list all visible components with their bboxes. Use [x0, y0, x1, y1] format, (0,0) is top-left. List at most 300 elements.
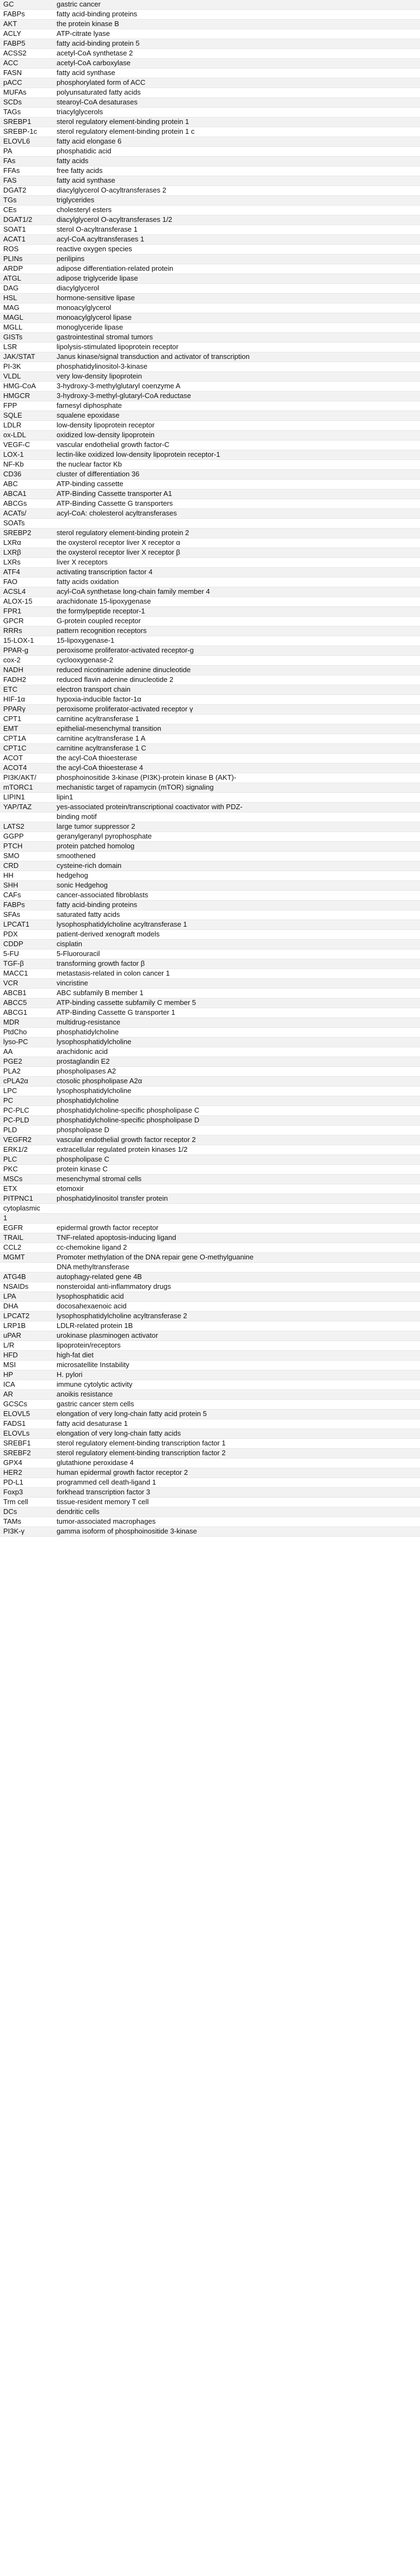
- definition-cell: lysophosphatidylcholine: [53, 1087, 420, 1096]
- abbreviation-cell: PI3K/AKT/: [0, 773, 53, 783]
- definition-cell: adipose differentiation-related protein: [53, 264, 420, 274]
- definition-cell: liver X receptors: [53, 558, 420, 568]
- abbreviation-cell: 1: [0, 1214, 53, 1224]
- definition-cell: fatty acid synthase: [53, 176, 420, 186]
- abbreviation-cell: PC-PLC: [0, 1106, 53, 1116]
- definition-cell: sonic Hedgehog: [53, 881, 420, 891]
- abbreviation-cell: MDR: [0, 1018, 53, 1028]
- abbreviation-cell: FASN: [0, 69, 53, 78]
- abbreviation-cell: ACOT4: [0, 764, 53, 773]
- table-row: [0, 1224, 420, 1233]
- abbreviation-cell: TGF-β: [0, 959, 53, 969]
- table-row: [0, 998, 420, 1008]
- abbreviation-cell: LRP1B: [0, 1321, 53, 1331]
- definition-cell: fatty acid-binding proteins: [53, 10, 420, 20]
- abbreviation-cell: LPC: [0, 1087, 53, 1096]
- table-row: [0, 450, 420, 460]
- definition-cell: carnitine acyltransferase 1: [53, 715, 420, 724]
- table-row: [0, 69, 420, 78]
- table-row: [0, 1175, 420, 1184]
- table-row: [0, 1507, 420, 1517]
- abbreviation-cell: VLDL: [0, 372, 53, 382]
- abbreviation-cell: MSCs: [0, 1175, 53, 1184]
- definition-cell: perilipins: [53, 255, 420, 264]
- abbreviation-cell: MGMT: [0, 1253, 53, 1263]
- abbreviation-cell: cytoplasmic: [0, 1204, 53, 1214]
- abbreviation-cell: LDLR: [0, 421, 53, 431]
- abbreviation-cell: LPCAT1: [0, 920, 53, 930]
- table-row: [0, 607, 420, 617]
- abbreviation-cell: TAMs: [0, 1517, 53, 1527]
- abbreviation-cell: HER2: [0, 1468, 53, 1478]
- table-row: [0, 1116, 420, 1126]
- definition-cell: phosphatidylinositol-3-kinase: [53, 362, 420, 372]
- definition-cell: lysophosphatidylcholine: [53, 1038, 420, 1047]
- abbreviation-cell: LIPIN1: [0, 793, 53, 803]
- abbreviation-cell: ABCB1: [0, 989, 53, 998]
- table-row: [0, 49, 420, 59]
- definition-cell: [53, 1214, 420, 1224]
- table-row: [0, 1155, 420, 1165]
- table-row: [0, 773, 420, 783]
- definition-cell: reduced flavin adenine dinucleotide 2: [53, 675, 420, 685]
- definition-cell: electron transport chain: [53, 685, 420, 695]
- table-row: [0, 186, 420, 196]
- abbreviation-cell: pACC: [0, 78, 53, 88]
- table-row: [0, 695, 420, 705]
- abbreviation-cell: PLD: [0, 1126, 53, 1135]
- abbreviation-cell: PLC: [0, 1155, 53, 1165]
- table-row: [0, 891, 420, 901]
- table-row: [0, 558, 420, 568]
- definition-cell: triglycerides: [53, 196, 420, 206]
- abbreviation-cell: MACC1: [0, 969, 53, 979]
- definition-cell: reduced nicotinamide adenine dinucleotide: [53, 666, 420, 675]
- table-row: [0, 734, 420, 744]
- table-row: [0, 1077, 420, 1087]
- definition-cell: oxidized low-density lipoprotein: [53, 431, 420, 440]
- table-row: [0, 343, 420, 352]
- table-row: [0, 1321, 420, 1331]
- table-row: [0, 568, 420, 578]
- abbreviation-cell: ALOX-15: [0, 597, 53, 607]
- abbreviation-cell: ACC: [0, 59, 53, 69]
- table-row: [0, 294, 420, 303]
- definition-cell: cisplatin: [53, 940, 420, 949]
- definition-cell: sterol regulatory element-binding transcription factor 2: [53, 1449, 420, 1458]
- table-row: [0, 20, 420, 29]
- definition-cell: adipose triglyceride lipase: [53, 274, 420, 284]
- definition-cell: phosphatidylcholine: [53, 1096, 420, 1106]
- abbreviation-cell: ARDP: [0, 264, 53, 274]
- definition-cell: acyl-CoA synthetase long-chain family member 4: [53, 587, 420, 597]
- definition-cell: etomoxir: [53, 1184, 420, 1194]
- table-row: [0, 509, 420, 519]
- abbreviation-cell: ATGL: [0, 274, 53, 284]
- abbreviation-cell: PKC: [0, 1165, 53, 1175]
- definition-cell: phosphatidylinositol transfer protein: [53, 1194, 420, 1204]
- definition-cell: metastasis-related in colon cancer 1: [53, 969, 420, 979]
- definition-cell: cysteine-rich domain: [53, 861, 420, 871]
- abbreviation-cell: CPT1: [0, 715, 53, 724]
- table-row: [0, 440, 420, 450]
- table-row: [0, 1429, 420, 1439]
- abbreviation-cell: PC: [0, 1096, 53, 1106]
- abbreviation-cell: SHH: [0, 881, 53, 891]
- abbreviation-cell: LXRα: [0, 538, 53, 548]
- table-row: [0, 1458, 420, 1468]
- abbreviation-cell: HIF-1α: [0, 695, 53, 705]
- definition-cell: activating transcription factor 4: [53, 568, 420, 578]
- definition-cell: TNF-related apoptosis-inducing ligand: [53, 1233, 420, 1243]
- abbreviation-cell: ABC: [0, 480, 53, 489]
- abbreviation-cell: PC-PLD: [0, 1116, 53, 1126]
- abbreviation-cell: PITPNC1: [0, 1194, 53, 1204]
- definition-cell: phospholipases A2: [53, 1067, 420, 1077]
- abbreviation-cell: cox-2: [0, 656, 53, 666]
- definition-cell: carnitine acyltransferase 1 A: [53, 734, 420, 744]
- table-row: [0, 969, 420, 979]
- abbreviation-cell: LPA: [0, 1292, 53, 1302]
- table-row: [0, 754, 420, 764]
- abbreviation-cell: CPT1A: [0, 734, 53, 744]
- table-row: [0, 901, 420, 910]
- abbreviation-cell: SREBP-1c: [0, 127, 53, 137]
- definition-cell: human epidermal growth factor receptor 2: [53, 1468, 420, 1478]
- abbreviation-cell: GPCR: [0, 617, 53, 626]
- table-row: [0, 803, 420, 812]
- definition-cell: acetyl-CoA synthetase 2: [53, 49, 420, 59]
- table-row: [0, 480, 420, 489]
- table-row: [0, 871, 420, 881]
- definition-cell: reactive oxygen species: [53, 245, 420, 255]
- table-row: [0, 245, 420, 255]
- table-row: [0, 215, 420, 225]
- abbreviation-cell: PLINs: [0, 255, 53, 264]
- abbreviation-cell: GPX4: [0, 1458, 53, 1468]
- definition-cell: 5-Fluorouracil: [53, 949, 420, 959]
- table-row: [0, 685, 420, 695]
- abbreviation-cell: SFAs: [0, 910, 53, 920]
- definition-cell: ATP-binding cassette subfamily C member 5: [53, 998, 420, 1008]
- definition-cell: gamma isoform of phosphoinositide 3-kinase: [53, 1527, 420, 1537]
- abbreviation-cell: PGE2: [0, 1057, 53, 1067]
- definition-cell: binding motif: [53, 812, 420, 822]
- definition-cell: acetyl-CoA carboxylase: [53, 59, 420, 69]
- definition-cell: monoglyceride lipase: [53, 323, 420, 333]
- definition-cell: sterol regulatory element-binding transcription factor 1: [53, 1439, 420, 1449]
- table-row: [0, 98, 420, 108]
- abbreviation-cell: SOATs: [0, 519, 53, 529]
- table-row: [0, 597, 420, 607]
- table-row: [0, 1038, 420, 1047]
- table-row: [0, 1204, 420, 1214]
- table-row: [0, 587, 420, 597]
- abbreviation-cell: ABCG1: [0, 1008, 53, 1018]
- abbreviation-cell: CRD: [0, 861, 53, 871]
- definition-cell: fatty acid-binding proteins: [53, 901, 420, 910]
- table-row: [0, 1028, 420, 1038]
- definition-cell: microsatellite Instability: [53, 1361, 420, 1370]
- table-row: [0, 382, 420, 392]
- table-row: [0, 812, 420, 822]
- table-row: [0, 764, 420, 773]
- abbreviation-cell: ICA: [0, 1380, 53, 1390]
- definition-cell: Promoter methylation of the DNA repair gene O-methylguanine: [53, 1253, 420, 1263]
- abbreviation-cell: SCDs: [0, 98, 53, 108]
- definition-cell: sterol O-acyltransferase 1: [53, 225, 420, 235]
- table-row: [0, 519, 420, 529]
- definition-cell: sterol regulatory element-binding protein 1 c: [53, 127, 420, 137]
- definition-cell: monoacylglycerol: [53, 303, 420, 313]
- abbreviation-cell: [0, 812, 53, 822]
- abbreviation-cell: CCL2: [0, 1243, 53, 1253]
- abbreviation-cell: ELOVL5: [0, 1410, 53, 1419]
- abbreviation-cell: mTORC1: [0, 783, 53, 793]
- table-row: [0, 88, 420, 98]
- abbreviation-cell: cPLA2α: [0, 1077, 53, 1087]
- definition-cell: fatty acid elongase 6: [53, 137, 420, 147]
- abbreviation-cell: ELOVLs: [0, 1429, 53, 1439]
- table-row: [0, 333, 420, 343]
- abbreviation-cell: PtdCho: [0, 1028, 53, 1038]
- definition-cell: the formylpeptide receptor-1: [53, 607, 420, 617]
- table-row: [0, 225, 420, 235]
- table-row: [0, 793, 420, 803]
- abbreviation-cell: GISTs: [0, 333, 53, 343]
- table-row: [0, 930, 420, 940]
- definition-cell: phosphorylated form of ACC: [53, 78, 420, 88]
- abbreviation-cell: NF-Kb: [0, 460, 53, 470]
- table-row: [0, 127, 420, 137]
- table-row: [0, 1361, 420, 1370]
- table-row: [0, 0, 420, 10]
- definition-cell: protein patched homolog: [53, 842, 420, 852]
- definition-cell: peroxisome proliferator-activated receptor-g: [53, 646, 420, 656]
- definition-cell: farnesyl diphosphate: [53, 401, 420, 411]
- table-row: [0, 832, 420, 842]
- table-row: [0, 1106, 420, 1116]
- abbreviation-cell: TRAIL: [0, 1233, 53, 1243]
- abbreviation-cell: SREBP2: [0, 529, 53, 538]
- table-row: [0, 460, 420, 470]
- table-row: [0, 157, 420, 166]
- table-row: [0, 1087, 420, 1096]
- definition-cell: Janus kinase/signal transduction and activator of transcription: [53, 352, 420, 362]
- table-row: [0, 1126, 420, 1135]
- definition-cell: peroxisome proliferator-activated receptor γ: [53, 705, 420, 715]
- abbreviation-cell: CDDP: [0, 940, 53, 949]
- table-row: [0, 1380, 420, 1390]
- definition-cell: prostaglandin E2: [53, 1057, 420, 1067]
- abbreviation-cell: GCSCs: [0, 1400, 53, 1410]
- definition-cell: monoacylglycerol lipase: [53, 313, 420, 323]
- table-row: [0, 303, 420, 313]
- definition-cell: phospholipase C: [53, 1155, 420, 1165]
- abbreviation-cell: ETX: [0, 1184, 53, 1194]
- table-row: [0, 1292, 420, 1302]
- table-row: [0, 108, 420, 117]
- definition-cell: hypoxia-inducible factor-1α: [53, 695, 420, 705]
- table-row: [0, 617, 420, 626]
- table-row: [0, 166, 420, 176]
- definition-cell: nonsteroidal anti-inflammatory drugs: [53, 1282, 420, 1292]
- abbreviation-cell: MAG: [0, 303, 53, 313]
- abbreviation-cell: LATS2: [0, 822, 53, 832]
- table-row: [0, 548, 420, 558]
- definition-cell: lysophosphatidic acid: [53, 1292, 420, 1302]
- table-row: [0, 1439, 420, 1449]
- table-row: [0, 959, 420, 969]
- definition-cell: mesenchymal stromal cells: [53, 1175, 420, 1184]
- abbreviation-cell: AKT: [0, 20, 53, 29]
- abbreviation-cell: ABCC5: [0, 998, 53, 1008]
- table-row: [0, 910, 420, 920]
- table-row: [0, 1390, 420, 1400]
- table-row: [0, 1273, 420, 1282]
- table-row: [0, 1488, 420, 1498]
- table-row: [0, 1145, 420, 1155]
- definition-cell: the acyl-CoA thioesterase: [53, 754, 420, 764]
- table-row: [0, 578, 420, 587]
- abbreviation-cell: ACATs/: [0, 509, 53, 519]
- table-row: [0, 1096, 420, 1106]
- abbreviation-cell: ABCGs: [0, 499, 53, 509]
- table-row: [0, 1351, 420, 1361]
- table-row: [0, 881, 420, 891]
- abbreviation-cell: DHA: [0, 1302, 53, 1312]
- abbreviation-cell: Foxp3: [0, 1488, 53, 1498]
- definition-cell: stearoyl-CoA desaturases: [53, 98, 420, 108]
- definition-cell: elongation of very long-chain fatty acid protein 5: [53, 1410, 420, 1419]
- table-row: [0, 852, 420, 861]
- abbreviation-cell: FAs: [0, 157, 53, 166]
- table-row: [0, 675, 420, 685]
- table-row: [0, 392, 420, 401]
- definition-cell: cluster of differentiation 36: [53, 470, 420, 480]
- table-row: [0, 323, 420, 333]
- table-row: [0, 1067, 420, 1077]
- abbreviation-cell: FABP5: [0, 39, 53, 49]
- abbreviation-cell: LOX-1: [0, 450, 53, 460]
- table-row: [0, 1498, 420, 1507]
- definition-cell: the protein kinase B: [53, 20, 420, 29]
- abbreviation-cell: MSI: [0, 1361, 53, 1370]
- definition-cell: the oxysterol receptor liver X receptor α: [53, 538, 420, 548]
- table-row: [0, 1478, 420, 1488]
- definition-cell: tumor-associated macrophages: [53, 1517, 420, 1527]
- definition-cell: 3-hydroxy-3-methylglutaryl coenzyme A: [53, 382, 420, 392]
- definition-cell: diacylglycerol O-acyltransferases 1/2: [53, 215, 420, 225]
- abbreviation-cell: MAGL: [0, 313, 53, 323]
- definition-cell: phosphoinositide 3-kinase (PI3K)-protein kinase B (AKT)-: [53, 773, 420, 783]
- table-row: [0, 39, 420, 49]
- definition-cell: diacylglycerol O-acyltransferases 2: [53, 186, 420, 196]
- table-row: [0, 1517, 420, 1527]
- definition-cell: carnitine acyltransferase 1 C: [53, 744, 420, 754]
- definition-cell: large tumor suppressor 2: [53, 822, 420, 832]
- abbreviation-cell: ETC: [0, 685, 53, 695]
- definition-cell: cholesteryl esters: [53, 206, 420, 215]
- table-row: [0, 274, 420, 284]
- definition-cell: lipolysis-stimulated lipoprotein receptor: [53, 343, 420, 352]
- table-row: [0, 715, 420, 724]
- definition-cell: ABC subfamily B member 1: [53, 989, 420, 998]
- definition-cell: [53, 519, 420, 529]
- definition-cell: acyl-CoA: cholesterol acyltransferases: [53, 509, 420, 519]
- table-row: [0, 431, 420, 440]
- table-row: [0, 284, 420, 294]
- definition-cell: hormone-sensitive lipase: [53, 294, 420, 303]
- table-row: [0, 499, 420, 509]
- abbreviation-cell: LSR: [0, 343, 53, 352]
- definition-cell: [53, 1204, 420, 1214]
- definition-cell: ATP-Binding Cassette G transporters: [53, 499, 420, 509]
- abbreviation-cell: HH: [0, 871, 53, 881]
- abbreviation-cell: ACSL4: [0, 587, 53, 597]
- definition-cell: protein kinase C: [53, 1165, 420, 1175]
- abbreviation-cell: uPAR: [0, 1331, 53, 1341]
- table-row: [0, 1135, 420, 1145]
- definition-cell: urokinase plasminogen activator: [53, 1331, 420, 1341]
- abbreviation-cell: FABPs: [0, 901, 53, 910]
- abbreviation-cell: 15-LOX-1: [0, 636, 53, 646]
- abbreviation-cell: DCs: [0, 1507, 53, 1517]
- table-row: [0, 264, 420, 274]
- table-row: [0, 783, 420, 793]
- table-row: [0, 10, 420, 20]
- table-row: [0, 1312, 420, 1321]
- definition-cell: glutathione peroxidase 4: [53, 1458, 420, 1468]
- definition-cell: gastric cancer: [53, 0, 420, 10]
- table-row: [0, 235, 420, 245]
- abbreviation-cell: NSAIDs: [0, 1282, 53, 1292]
- table-row: [0, 626, 420, 636]
- definition-cell: acyl-CoA acyltransferases 1: [53, 235, 420, 245]
- abbreviation-cell: FFAs: [0, 166, 53, 176]
- table-row: [0, 822, 420, 832]
- definition-cell: vascular endothelial growth factor receptor 2: [53, 1135, 420, 1145]
- definition-cell: fatty acids oxidation: [53, 578, 420, 587]
- table-row: [0, 1253, 420, 1263]
- table-row: [0, 1302, 420, 1312]
- definition-cell: the acyl-CoA thioesterase 4: [53, 764, 420, 773]
- definition-cell: phospholipase D: [53, 1126, 420, 1135]
- definition-cell: very low-density lipoprotein: [53, 372, 420, 382]
- definition-cell: tissue-resident memory T cell: [53, 1498, 420, 1507]
- table-row: [0, 470, 420, 480]
- definition-cell: lysophosphatidylcholine acyltransferase 1: [53, 920, 420, 930]
- table-row: [0, 255, 420, 264]
- definition-cell: fatty acid-binding protein 5: [53, 39, 420, 49]
- definition-cell: lectin-like oxidized low-density lipoprotein receptor-1: [53, 450, 420, 460]
- definition-cell: geranylgeranyl pyrophosphate: [53, 832, 420, 842]
- definition-cell: fatty acid desaturase 1: [53, 1419, 420, 1429]
- definition-cell: pattern recognition receptors: [53, 626, 420, 636]
- definition-cell: multidrug-resistance: [53, 1018, 420, 1028]
- table-row: [0, 636, 420, 646]
- table-row: [0, 117, 420, 127]
- table-row: [0, 176, 420, 186]
- abbreviation-cell: ox-LDL: [0, 431, 53, 440]
- table-row: [0, 401, 420, 411]
- abbreviation-cell: AA: [0, 1047, 53, 1057]
- definition-cell: elongation of very long-chain fatty acids: [53, 1429, 420, 1439]
- table-row: [0, 1263, 420, 1273]
- abbreviation-cell: FPP: [0, 401, 53, 411]
- abbreviation-cell: TGs: [0, 196, 53, 206]
- abbreviation-cell: SREBF1: [0, 1439, 53, 1449]
